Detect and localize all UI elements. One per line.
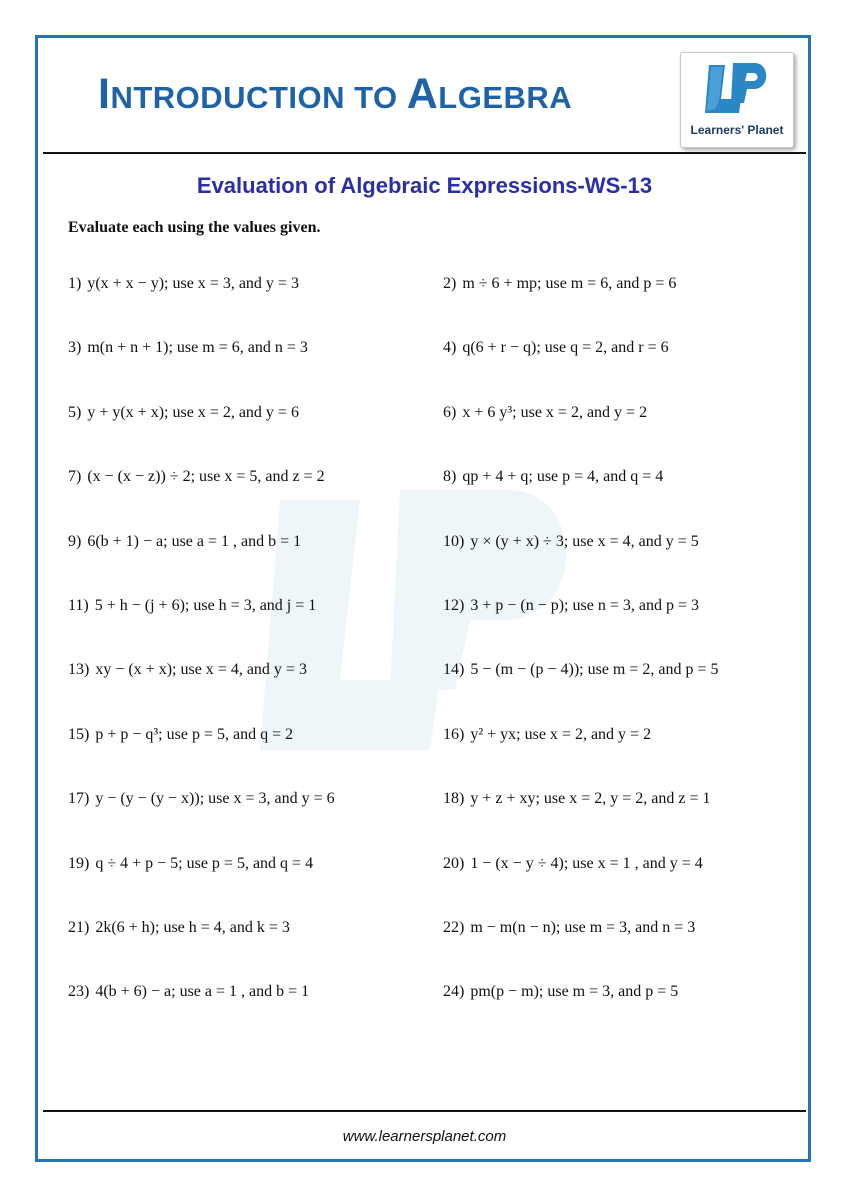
problem-number: 8) (443, 468, 457, 486)
problem-expression: q ÷ 4 + p − 5; use p = 5, and q = 4 (95, 854, 314, 872)
lp-logo-icon (701, 59, 773, 121)
footer-url: www.learnersplanet.com (342, 1128, 507, 1145)
problem-expression: m ÷ 6 + mp; use m = 6, and p = 6 (462, 275, 677, 292)
problem-item (68, 404, 299, 422)
problem-number: 12) (443, 597, 465, 614)
problem-item (443, 661, 719, 679)
problem-item (68, 661, 307, 679)
learners-planet-logo (680, 52, 794, 148)
problem-expression: x + 6 y³; use x = 2, and y = 2 (462, 403, 648, 421)
problem-number: 18) (443, 790, 465, 808)
problem-expression: 4(b + 6) − a; use a = 1 , and b = 1 (95, 983, 310, 1001)
problem-item (443, 404, 647, 422)
page-title (98, 70, 572, 119)
problem-expression: y × (y + x) ÷ 3; use x = 4, and y = 5 (470, 532, 699, 550)
problem-number: 23) (68, 983, 90, 1001)
instructions: Evaluate each using the values given. (68, 219, 321, 236)
problem-expression: (x − (x − z)) ÷ 2; use x = 5, and z = 2 (87, 468, 325, 486)
problem-item (68, 275, 299, 293)
problem-expression: m − m(n − n); use m = 3, and n = 3 (470, 919, 696, 936)
logo-name: Learners' Planet (690, 123, 784, 137)
problem-expression: y + z + xy; use x = 2, y = 2, and z = 1 (470, 790, 711, 808)
title-part: I (98, 70, 111, 118)
problem-item (443, 468, 663, 486)
problem-number: 1) (68, 275, 82, 292)
problem-number: 14) (443, 661, 465, 679)
problem-expression: xy − (x + x); use x = 4, and y = 3 (95, 661, 307, 679)
title-part: NTRODUCTION TO (110, 80, 407, 115)
problem-item (443, 855, 703, 873)
problem-number: 13) (68, 661, 90, 679)
header-divider (43, 152, 806, 154)
problem-item (68, 597, 316, 615)
problem-item (68, 983, 309, 1001)
problem-expression: 6(b + 1) − a; use a = 1 , and b = 1 (87, 532, 302, 550)
problem-number: 2) (443, 275, 457, 292)
problem-item (443, 919, 695, 937)
problem-expression: 5 − (m − (p − 4)); use m = 2, and p = 5 (470, 661, 719, 679)
problem-number: 5) (68, 403, 82, 421)
problem-number: 6) (443, 403, 457, 421)
title-part: LGEBRA (438, 80, 573, 115)
problem-number: 24) (443, 983, 465, 1001)
problem-number: 10) (443, 532, 465, 550)
problem-item (68, 790, 335, 808)
problem-expression: p + p − q³; use p = 5, and q = 2 (95, 725, 294, 743)
footer-divider (43, 1110, 806, 1112)
problem-number: 16) (443, 725, 465, 743)
problem-item (68, 468, 325, 486)
problem-expression: 5 + h − (j + 6); use h = 3, and j = 1 (94, 597, 317, 614)
problem-expression: 1 − (x − y ÷ 4); use x = 1 , and y = 4 (470, 854, 703, 872)
problem-item (443, 533, 699, 551)
problem-expression: q(6 + r − q); use q = 2, and r = 6 (462, 339, 669, 357)
title-part: A (406, 70, 439, 118)
problem-expression: y² + yx; use x = 2, and y = 2 (470, 725, 652, 743)
problem-item (68, 533, 301, 551)
problem-item (68, 339, 308, 357)
problem-expression: y(x + x − y); use x = 3, and y = 3 (87, 275, 299, 292)
problem-item (68, 855, 313, 873)
problem-expression: y + y(x + x); use x = 2, and y = 6 (87, 403, 299, 421)
problem-item (443, 275, 676, 293)
worksheet-title: Evaluation of Algebraic Expressions-WS-13 (196, 173, 653, 198)
problem-number: 3) (68, 339, 82, 357)
problem-number: 7) (68, 468, 82, 486)
problem-expression: y − (y − (y − x)); use x = 3, and y = 6 (95, 790, 335, 808)
problem-item (68, 919, 290, 937)
problem-number: 20) (443, 854, 465, 872)
problem-expression: 3 + p − (n − p); use n = 3, and p = 3 (470, 597, 699, 614)
problem-item (443, 983, 678, 1001)
problem-item (443, 597, 699, 615)
problem-expression: qp + 4 + q; use p = 4, and q = 4 (462, 468, 664, 486)
problem-number: 9) (68, 532, 82, 550)
problem-number: 21) (68, 919, 90, 936)
problem-item (443, 339, 669, 357)
problem-number: 15) (68, 725, 90, 743)
problem-number: 17) (68, 790, 90, 808)
problem-number: 19) (68, 854, 90, 872)
problem-number: 11) (68, 597, 89, 614)
problem-expression: pm(p − m); use m = 3, and p = 5 (470, 983, 679, 1001)
problem-item (443, 790, 711, 808)
problem-item (68, 726, 293, 744)
problem-expression: 2k(6 + h); use h = 4, and k = 3 (95, 919, 290, 936)
problem-number: 22) (443, 919, 465, 936)
problem-item (443, 726, 651, 744)
problem-expression: m(n + n + 1); use m = 6, and n = 3 (87, 339, 308, 357)
problem-number: 4) (443, 339, 457, 357)
